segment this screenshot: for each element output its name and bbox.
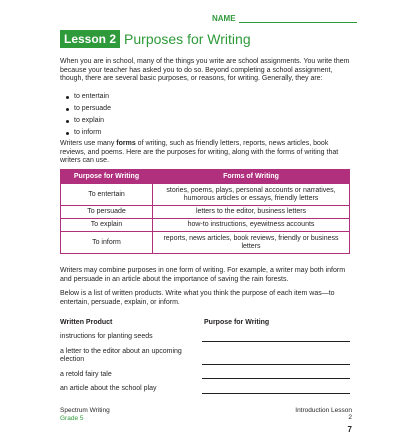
name-line[interactable] [239,15,357,23]
table-cell-forms: reports, news articles, book reviews, friendly or business letters [153,232,350,254]
bullet-icon [66,108,69,111]
lesson-badge: Lesson 2 [60,30,120,48]
bullet-icon [66,120,69,123]
table-cell-forms: stories, poems, plays, personal accounts or narratives, humorous articles or essays, friendly letters [153,184,350,206]
table-row [61,232,350,254]
table-header-purpose: Purpose for Writing [61,170,153,184]
bullet-icon [66,132,69,135]
answer-line[interactable] [202,386,350,394]
forms-paragraph: Writers use many forms of writing, such as friendly letters, reports, news articles, book reviews, and poems. Here are the purposes for writing, along with the forms of writing that writers can use. [60,140,339,165]
page-number: 7 [347,425,352,434]
answer-line[interactable] [202,357,350,365]
lesson-title-row [60,30,251,48]
table-header-forms: Forms of Writing [153,170,350,184]
footer-section: Introduction Lesson 2 [295,407,352,421]
list-item: to persuade [66,103,111,115]
table-cell-purpose: To entertain [61,184,153,206]
forms-term: forms [116,140,136,147]
list-item: to inform [66,127,111,139]
header-purpose: Purpose for Writing [204,319,270,326]
table-row [61,206,350,219]
table-cell-purpose: To inform [61,232,153,254]
bullet-icon [66,96,69,99]
name-label: NAME [212,14,236,23]
lesson-title: Purposes for Writing [124,31,251,47]
table-cell-forms: how-to instructions, eyewitness accounts [153,219,350,232]
products-exercise [60,319,350,394]
list-item: to entertain [66,91,111,103]
instructions-paragraph: Below is a list of written products. Write what you think the purpose of each item was—to entertain, persuade, explain, or inform. [60,290,335,306]
purpose-forms-table [60,169,350,254]
list-item: to explain [66,115,111,127]
answer-line[interactable] [202,371,350,379]
combine-paragraph: Writers may combine purposes in one form of writing. For example, a writer may both inform and persuade in an article about the importance of saving the rain forests. [60,267,346,283]
product-name: instructions for planting seeds [60,333,153,340]
table-cell-purpose: To explain [61,219,153,232]
footer-book-info [60,407,110,423]
footer-book-title: Spectrum Writing [60,407,110,414]
product-row [60,333,350,342]
table-cell-purpose: To persuade [61,206,153,219]
product-row [60,385,350,394]
product-name: a retold fairy tale [60,370,112,378]
footer-grade: Grade 5 [60,415,84,422]
table-cell-forms: letters to the editor, business letters [153,206,350,219]
intro-paragraph: When you are in school, many of the things you write are school assignments. You write them because your teacher has asked you to do so. Beyond completing a school assignment, though, there are several basic purposes, or reasons, for writing. Generally, they are: [60,58,350,83]
table-row [61,184,350,206]
product-row [60,348,350,365]
purpose-list [66,91,111,139]
header-written-product: Written Product [60,319,113,326]
table-row [61,219,350,232]
product-name: an article about the school play [60,385,157,392]
products-header [60,319,350,329]
product-name: a letter to the editor about an upcoming election [60,347,182,363]
answer-line[interactable] [202,334,350,342]
name-field [212,14,357,23]
product-row [60,371,350,380]
